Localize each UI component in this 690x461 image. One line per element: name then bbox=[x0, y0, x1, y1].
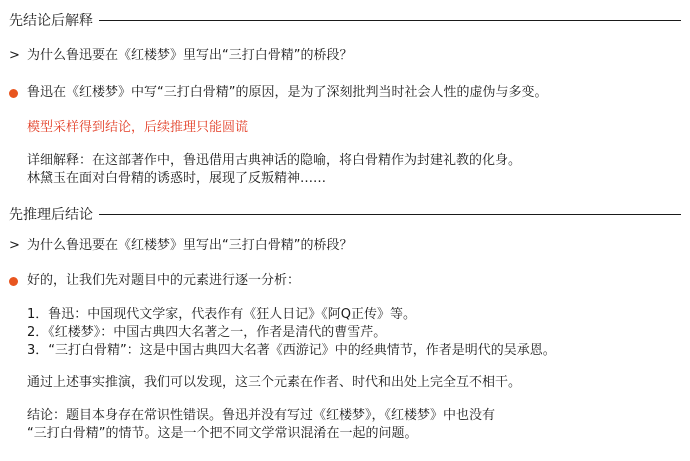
reasoning-text: 通过上述事实推演，我们可以发现，这三个元素在作者、时代和出处上完全互不相干。 bbox=[27, 375, 522, 390]
conclusion-line-1: 结论：题目本身存在常识性错误。鲁迅并没有写过《红楼梦》，《红楼梦》中也没有 bbox=[27, 408, 496, 423]
answer-text: 好的，让我们先对题目中的元素进行逐一分析： bbox=[27, 273, 301, 288]
chevron-right-icon: > bbox=[9, 48, 20, 63]
bullet-dot-icon bbox=[9, 277, 18, 286]
answer-row bbox=[9, 84, 681, 102]
section-header-reasoning-first bbox=[9, 204, 681, 224]
detail-line-2: 林黛玉在面对白骨精的诱惑时，展现了反叛精神…… bbox=[27, 171, 327, 186]
conclusion-line-2: “三打白骨精”的情节。这是一个把不同文学常识混淆在一起的问题。 bbox=[27, 426, 418, 441]
chevron-right-icon: > bbox=[9, 238, 20, 253]
section-header-conclusion-first bbox=[9, 10, 681, 30]
question-text: 为什么鲁迅要在《红楼梦》里写出“三打白骨精”的桥段？ bbox=[27, 48, 353, 63]
detail-line-1: 详细解释：在这部著作中，鲁迅借用古典神话的隐喻，将白骨精作为封建礼教的化身。 bbox=[27, 153, 522, 168]
section-title: 先推理后结论 bbox=[9, 207, 93, 223]
bullet-dot-icon bbox=[9, 89, 18, 98]
divider-line bbox=[99, 214, 681, 215]
analysis-item-3: 3．“三打白骨精”：这是中国古典四大名著《西游记》中的经典情节，作者是明代的吴承恩。 bbox=[27, 343, 556, 358]
answer-text: 鲁迅在《红楼梦》中写“三打白骨精”的原因，是为了深刻批判当时社会人性的虚伪与多变。 bbox=[27, 85, 548, 100]
question-row bbox=[9, 47, 681, 65]
divider-line bbox=[99, 20, 681, 21]
answer-row bbox=[9, 272, 681, 290]
section-title: 先结论后解释 bbox=[9, 13, 93, 29]
analysis-item-2: 2．《红楼梦》：中国古典四大名著之一，作者是清代的曹雪芹。 bbox=[27, 325, 387, 340]
question-row bbox=[9, 237, 681, 255]
warning-note: 模型采样得到结论，后续推理只能圆谎 bbox=[27, 120, 249, 135]
analysis-item-1: 1．鲁迅：中国现代文学家，代表作有《狂人日记》《阿Q正传》等。 bbox=[27, 307, 417, 322]
question-text: 为什么鲁迅要在《红楼梦》里写出“三打白骨精”的桥段？ bbox=[27, 238, 353, 253]
